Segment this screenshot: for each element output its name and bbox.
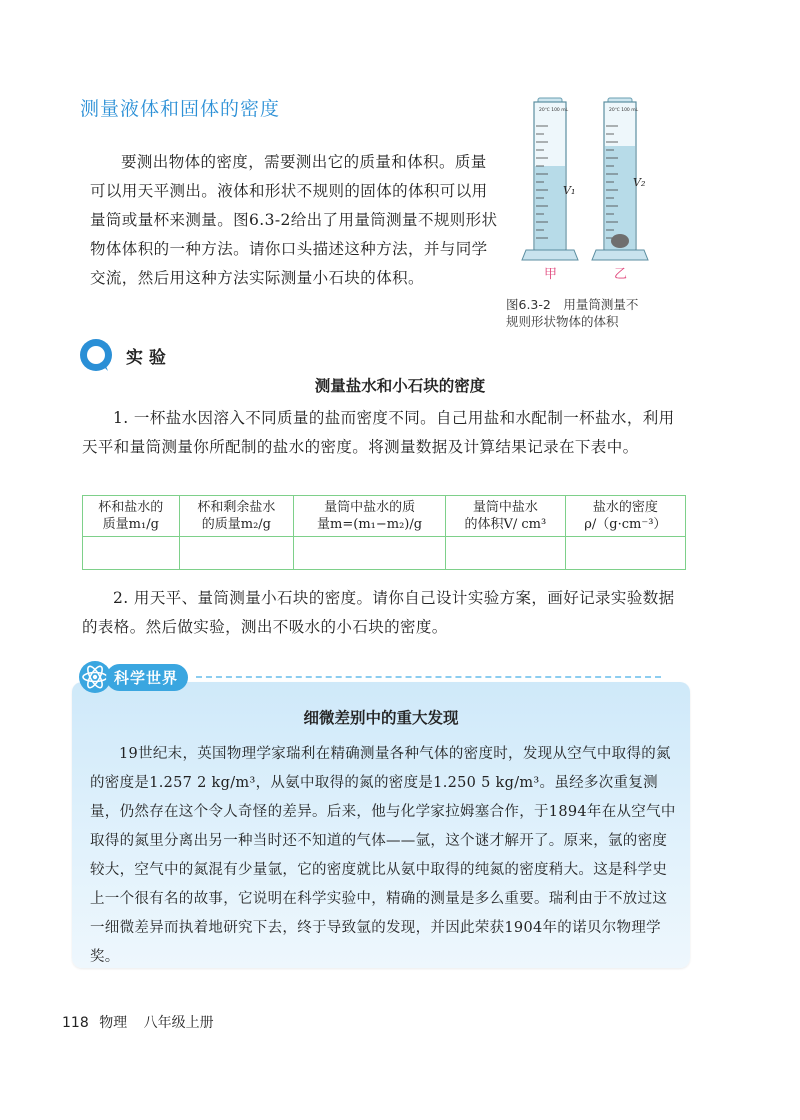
header-line: 的体积V/ cm³ [464,517,547,532]
header-line: 的质量m₂/g [201,517,271,532]
footer-grade: 八年级上册 [143,1015,214,1031]
table-row [83,537,686,570]
cylinder-left [522,98,578,260]
figure-caption [506,296,686,330]
header-line: 量筒中盐水 [472,500,538,515]
header-line: 质量m₁/g [102,517,159,532]
header-line: 杯和盐水的 [98,500,164,515]
table-header-cell [565,496,685,537]
experiment-title: 测量盐水和小石块的密度 [314,377,486,395]
figure-caption-line1: 图6.3-2 用量筒测量不 [506,297,639,312]
section-title: 测量液体和固体的密度 [80,98,281,120]
experiment-label: 实 验 [126,347,166,368]
experiment-icon [78,337,116,373]
header-line: 量m=(m₁−m₂)/g [317,517,423,532]
experiment-paragraph-1: 1. 一杯盐水因溶入不同质量的盐而密度不同。自己用盐和水配制一杯盐水，利用天平和量筒测量你所配制的盐水的密度。将测量数据及计算结果记录在下表中。 [82,409,675,456]
v2-label: V₂ [633,176,646,189]
page-footer [62,1012,220,1032]
table-cell [83,537,180,570]
cylinders-illustration [520,96,680,286]
science-world-divider [196,676,661,678]
header-line: 盐水的密度 [592,500,658,515]
experiment-paragraph-2: 2. 用天平、量筒测量小石块的密度。请你自己设计实验方案，画好记录实验数据的表格。然后做实验，测出不吸水的小石块的密度。 [82,589,675,636]
table-cell [294,537,446,570]
header-line: 量筒中盐水的质 [324,500,416,515]
table-cell [446,537,566,570]
table-header-cell [179,496,294,537]
label-right: 乙 [614,267,628,282]
science-world-title: 细微差别中的重大发现 [303,709,459,727]
cylinder-left-top-label: 20℃ 100 mL [539,108,569,113]
table-header-cell [294,496,446,537]
figure-caption-line2: 规则形状物体的体积 [506,314,619,329]
stone-in-cylinder [611,234,629,248]
measurement-table [82,495,686,570]
table-header-row [83,496,686,537]
label-left: 甲 [544,267,558,282]
table-header-cell [83,496,180,537]
table-cell [565,537,685,570]
science-world-header [78,660,661,694]
header-line: 杯和剩余盐水 [197,500,276,515]
cylinder-right-top-label: 20℃ 100 mL [609,108,639,113]
v1-label: V₁ [563,184,576,197]
header-line: ρ/（g·cm⁻³） [584,517,667,532]
figure-measuring-cylinders [520,96,680,286]
table-header-cell [446,496,566,537]
science-world-label: 科学世界 [106,664,188,691]
footer-subject: 物理 [99,1015,128,1031]
table-cell [179,537,294,570]
intro-paragraph: 要测出物体的密度，需要测出它的质量和体积。质量可以用天平测出。液体和形状不规则的固体的体积可以用量筒或量杯来测量。图6.3-2给出了用量筒测量不规则形状物体体积的一种方法。请你口头描述这种方法，并与同学交流，然后用这种方法实际测量小石块的体积。 [90,153,498,287]
page-number: 118 [62,1015,89,1031]
science-world-text: 19世纪末，英国物理学家瑞利在精确测量各种气体的密度时，发现从空气中取得的氮的密度是1.257 2 kg/m³，从氨中取得的氮的密度是1.250 5 kg/m³。虽经多次重复测量，仍然存在这个令人奇怪的差异。后来，他与化学家拉姆塞合作，于1894年在从空气中取得的氮里分离出另一种当时还不知道的气体——氩，这个谜才解开了。原来，氩的密度较大，空气中的氮混有少量氩，它的密度就比从氨中取得的纯氮的密度稍大。这是科学史上一个很有名的故事，它说明在科学实验中，精确的测量是多么重要。瑞利由于不放过这一细微差异而执着地研究下去，终于导致氩的发现，并因此荣获1904年的诺贝尔物理学奖。 [90,746,676,965]
experiment-header [78,337,166,373]
